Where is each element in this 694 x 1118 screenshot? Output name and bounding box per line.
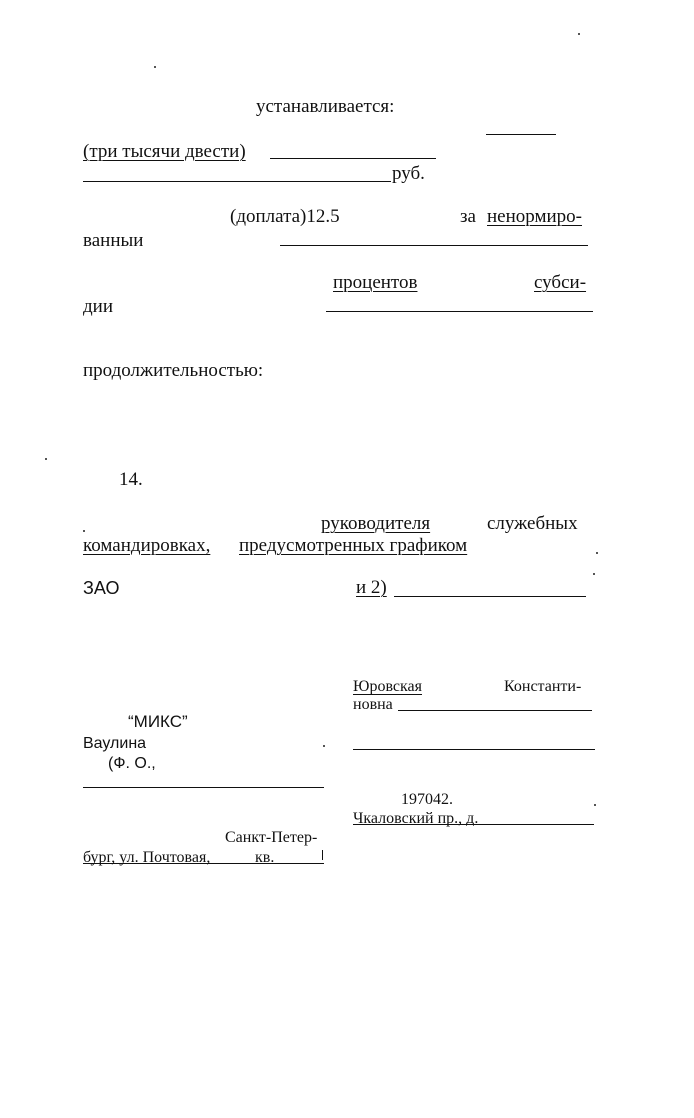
text-amount-words: (три тысячи двести) [83, 141, 246, 162]
text-installed: устанавливается: [256, 96, 395, 117]
text-apartment: кв. [255, 849, 275, 866]
blank-line [486, 134, 556, 135]
text-for: за [460, 206, 476, 227]
text-street: Чкаловский пр., д. [353, 810, 479, 827]
text-surcharge: (доплата)12.5 [230, 206, 340, 227]
text-miks: “МИКС” [128, 712, 188, 731]
blank-line [326, 311, 593, 312]
text-currency: руб. [392, 163, 425, 184]
text-konstanti: Константи- [504, 678, 582, 695]
speck [154, 66, 156, 68]
text-city: Санкт-Петер- [225, 829, 318, 846]
speck [323, 745, 325, 747]
blank-line [394, 596, 586, 597]
text-vaulina: Ваулина [83, 735, 147, 752]
text-unnormalized: ненормиро- [487, 206, 582, 227]
text-initials: (Ф. О., [108, 755, 156, 772]
blank-line [83, 787, 324, 788]
text-dii: дии [83, 296, 114, 317]
speck [578, 33, 580, 35]
text-and-2: и 2) [356, 577, 387, 598]
text-duration: продолжительностью: [83, 360, 264, 381]
text-percent: процентов [333, 272, 418, 293]
tick-mark [322, 850, 323, 860]
text-business: служебных [487, 513, 578, 534]
blank-line [270, 158, 436, 159]
text-subsidy: субси- [534, 272, 587, 293]
text-manager: руководителя [321, 513, 431, 534]
speck [596, 552, 598, 554]
text-yurovskaya: Юровская [353, 678, 422, 695]
speck [45, 458, 47, 460]
text-scheduled: предусмотренных графиком [239, 535, 468, 556]
text-item-14: 14. [119, 469, 143, 490]
text-zao: ЗАО [83, 578, 120, 598]
speck [83, 530, 85, 532]
text-postcode: 197042. [401, 791, 453, 808]
blank-line [280, 245, 588, 246]
blank-line [398, 710, 592, 711]
text-vannyi: ванныи [83, 230, 144, 251]
text-postal-street: бург, ул. Почтовая, [83, 849, 211, 866]
speck [594, 804, 596, 806]
blank-line [83, 181, 391, 182]
blank-line [353, 749, 595, 750]
text-novna: новна [353, 696, 393, 713]
text-trips: командировках, [83, 535, 211, 556]
speck [593, 573, 595, 575]
blank-line [83, 863, 324, 864]
blank-line [353, 824, 594, 825]
